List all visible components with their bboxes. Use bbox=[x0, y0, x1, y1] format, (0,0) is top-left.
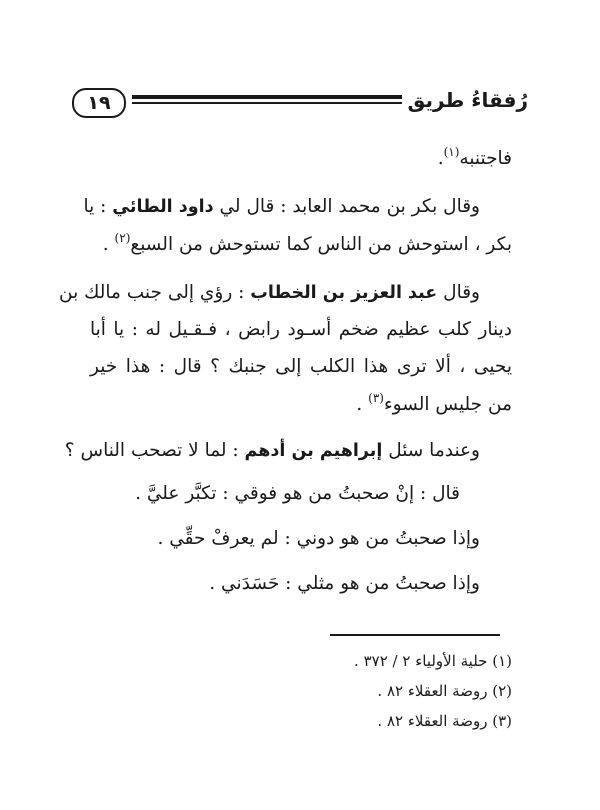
text: وقال bbox=[437, 282, 480, 303]
text: فاجتنبه bbox=[459, 148, 512, 169]
paragraph-line bbox=[356, 392, 512, 418]
text: وعندما سئل bbox=[382, 440, 480, 461]
footnote: (٢) روضة العقلاء ٨٢ . bbox=[377, 682, 512, 700]
text: من جليس السوء bbox=[383, 394, 512, 415]
paragraph-line: دينار كلب عظيم ضخم أسـود رابض ، فـقـيل له : يا أبا bbox=[90, 319, 512, 340]
text: : رؤي إلى جنب مالك بن bbox=[59, 282, 251, 303]
footnote-ref: (١) bbox=[443, 145, 460, 159]
paragraph-line bbox=[438, 146, 512, 172]
verse-line: وإذا صحبتُ من هو مثلي : حَسَدَني . bbox=[209, 573, 480, 594]
text: بكر ، استوحش من الناس كما تستوحش من السبع bbox=[130, 234, 512, 255]
paragraph-line bbox=[103, 232, 512, 258]
verse-line: قال : إنْ صحبتُ من هو فوقي : تكبَّر عليَّ . bbox=[135, 483, 460, 504]
footnote-ref: (٢) bbox=[114, 231, 131, 245]
name-highlight: إبراهيم بن أدهم bbox=[244, 441, 383, 461]
text: : لما لا تصحب الناس ؟ bbox=[64, 440, 245, 461]
footnote-ref: (٣) bbox=[368, 391, 384, 405]
page-header bbox=[72, 86, 528, 122]
name-highlight: عبد العزيز بن الخطاب bbox=[250, 283, 438, 303]
text: : يا bbox=[83, 196, 113, 217]
text: . bbox=[356, 394, 369, 415]
page-number: ١٩ bbox=[72, 88, 126, 118]
verse-line: وإذا صحبتُ من هو دوني : لم يعرفْ حقِّي . bbox=[157, 528, 480, 549]
name-highlight: داود الطائي bbox=[112, 197, 214, 217]
footnote: (٣) روضة العقلاء ٨٢ . bbox=[377, 712, 512, 730]
header-rule bbox=[132, 95, 402, 105]
paragraph-line bbox=[59, 280, 480, 306]
text: . bbox=[437, 148, 444, 169]
header-rule-thick bbox=[132, 95, 402, 99]
text: وقال بكر بن محمد العابد : قال لي bbox=[213, 196, 480, 217]
paragraph-line: يحيى ، ألا ترى هذا الكلب إلى جنبك ؟ قال : هذا خير bbox=[90, 356, 512, 377]
paragraph-line bbox=[83, 194, 480, 220]
header-rule-thin bbox=[132, 102, 402, 104]
text: . bbox=[102, 234, 115, 255]
running-title: رُفقاءُ طريق bbox=[407, 88, 528, 112]
footnote: (١) حلية الأولياء ٢ / ٣٧٢ . bbox=[354, 652, 512, 670]
footnote-separator bbox=[330, 634, 500, 636]
paragraph-line bbox=[65, 438, 480, 464]
